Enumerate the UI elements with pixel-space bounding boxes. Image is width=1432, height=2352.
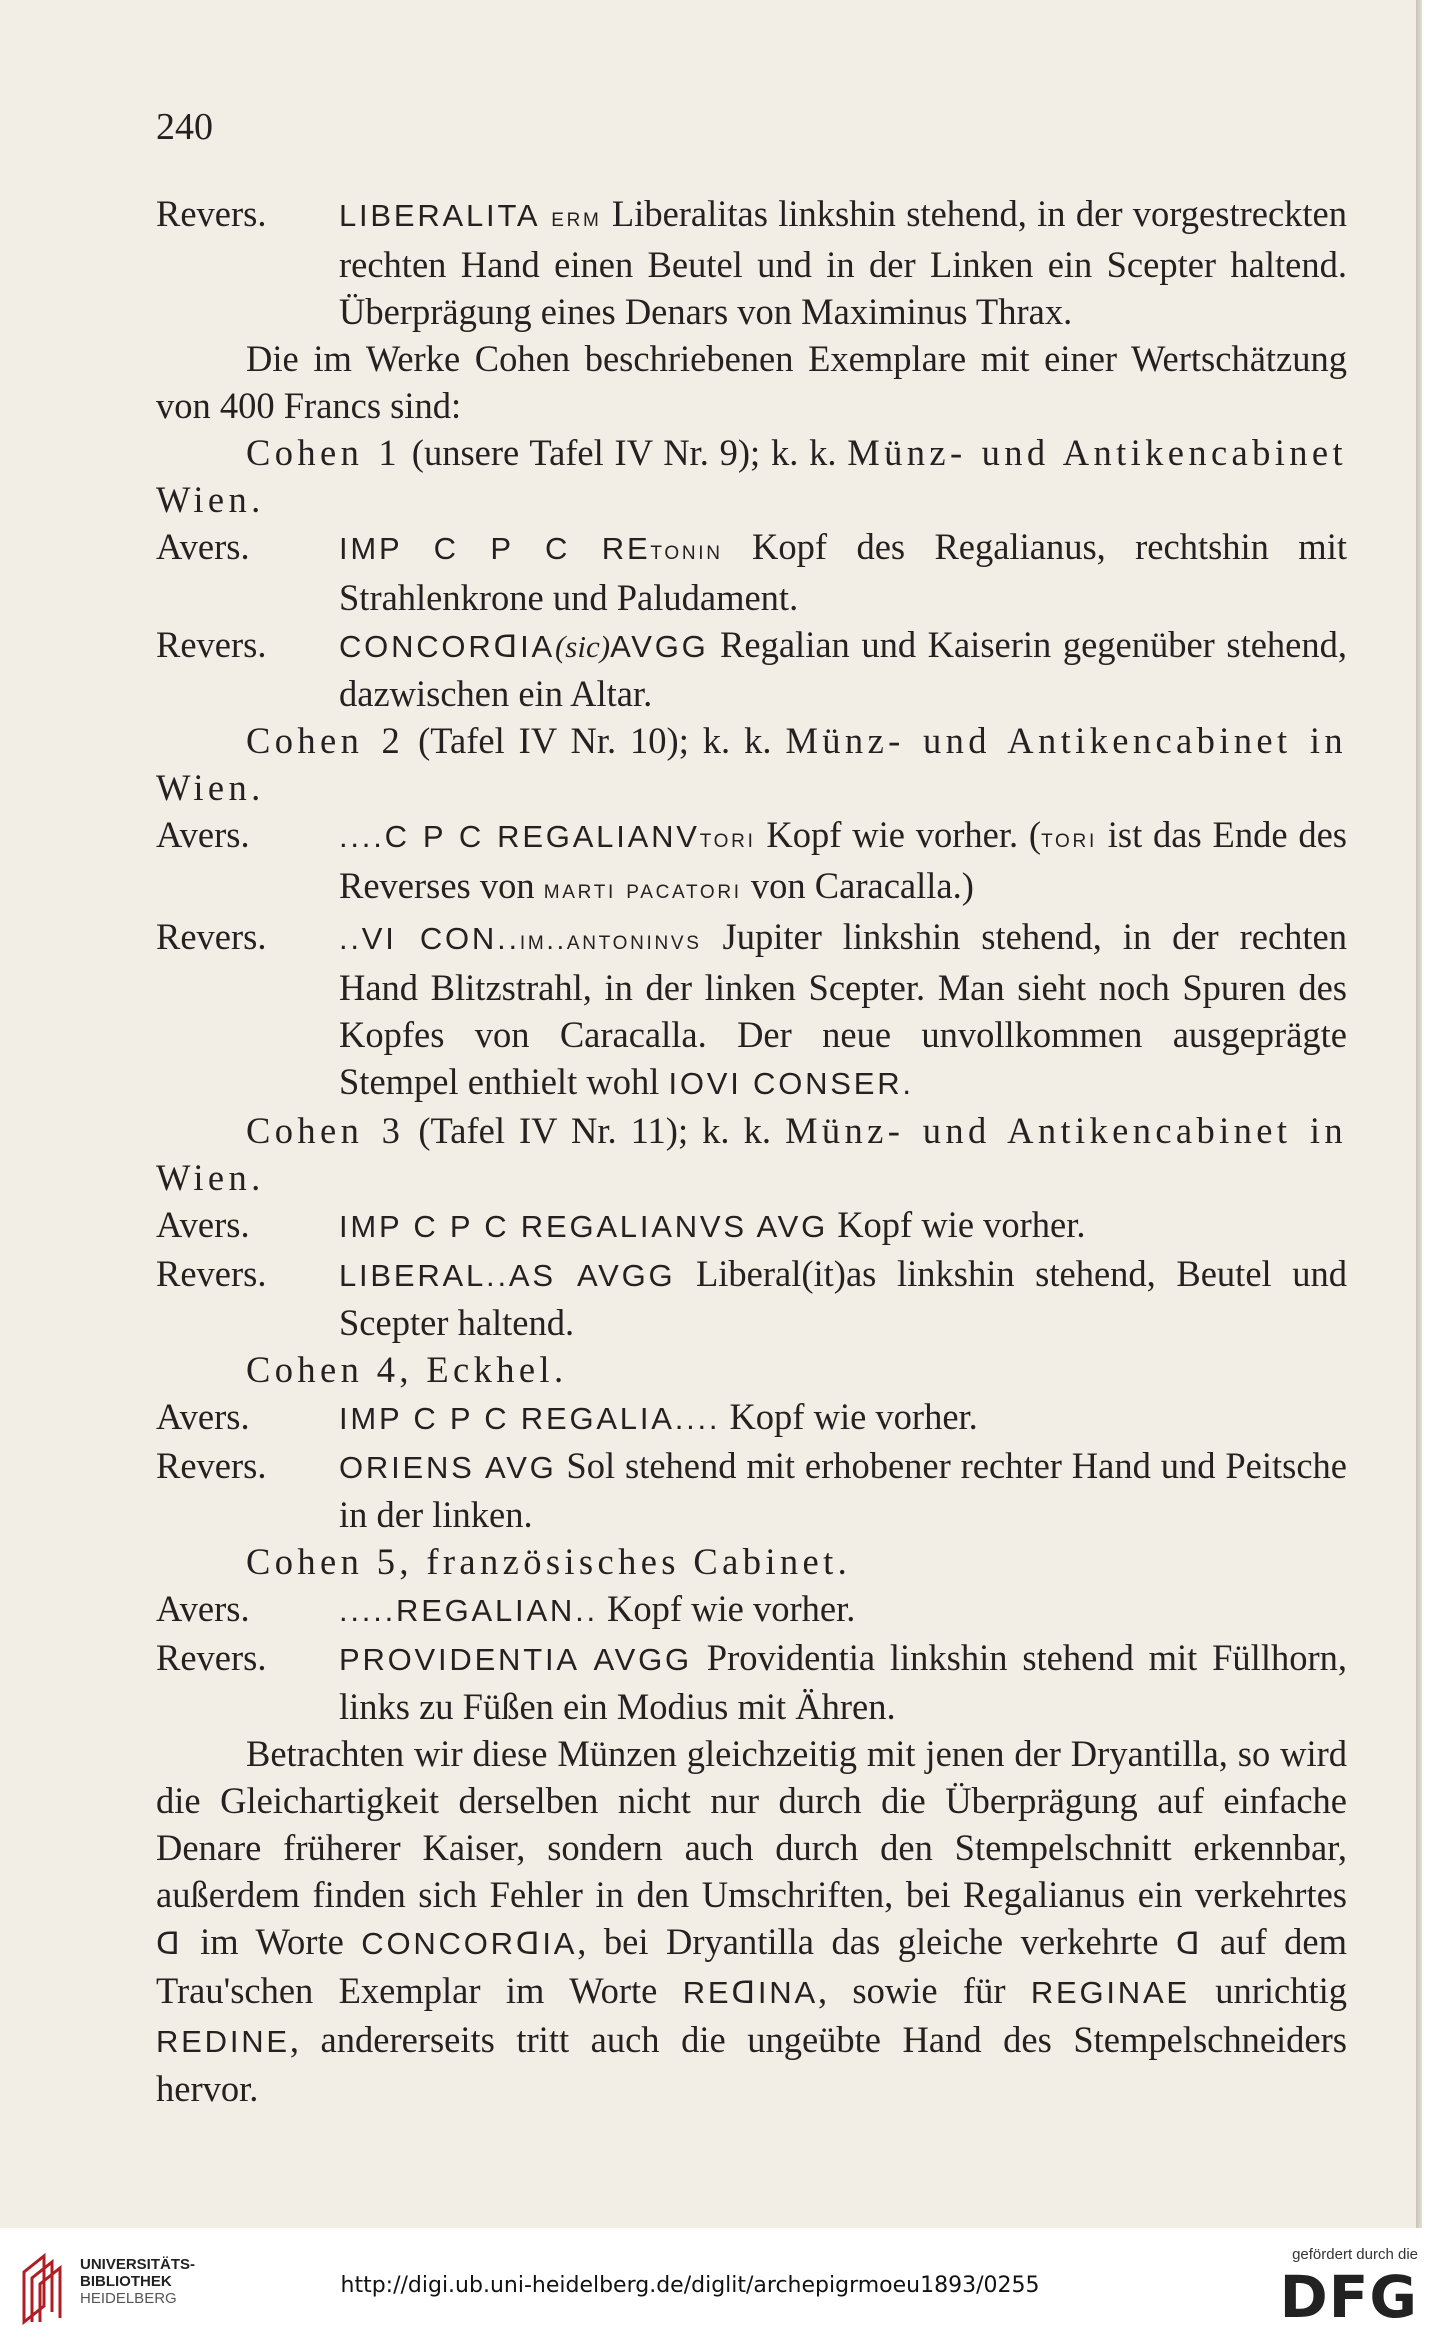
catalogue-ref: Cohen 3 bbox=[246, 1110, 405, 1151]
entry-label: Revers. bbox=[156, 1253, 267, 1294]
coin-description-entry bbox=[156, 1634, 1347, 1730]
coin-legend: erm bbox=[551, 202, 602, 232]
entry-label: Avers. bbox=[156, 526, 250, 567]
paragraph bbox=[156, 717, 1347, 811]
entry-text bbox=[339, 1250, 1347, 1346]
text-run: Liberal(it)as linkshin stehend, Beutel und Scepter haltend. bbox=[339, 1253, 1348, 1343]
entry-text bbox=[339, 621, 1347, 717]
catalogue-ref: Münz- und Antikencabinet in Wien. bbox=[156, 1110, 1347, 1198]
entry-label: Avers. bbox=[156, 814, 250, 855]
text-run: , andererseits tritt auch die ungeübte Hand des Stempelschneiders hervor. bbox=[156, 2019, 1347, 2109]
entry-label: Revers. bbox=[156, 624, 267, 665]
text-run: Providentia linkshin stehend mit Füllhorn, links zu Füßen ein Modius mit Ähren. bbox=[339, 1637, 1347, 1727]
text-run: (Tafel IV Nr. 11); k. k. bbox=[404, 1110, 786, 1151]
text-run: Kopf wie vorher. ( bbox=[755, 814, 1042, 855]
catalogue-ref: Cohen 5, französisches Cabinet. bbox=[246, 1541, 852, 1582]
text-run: unrichtig bbox=[1189, 1970, 1347, 2011]
coin-description-entry bbox=[156, 1393, 1347, 1442]
catalogue-ref: Cohen 4, Eckhel. bbox=[246, 1349, 568, 1390]
coin-description-entry bbox=[156, 1442, 1347, 1538]
entry-label: Revers. bbox=[156, 916, 267, 957]
entry-label: Revers. bbox=[156, 1445, 267, 1486]
library-name bbox=[80, 2256, 195, 2307]
coin-description-entry bbox=[156, 1250, 1347, 1346]
text-run: Jupiter linkshin stehend, in der rechten Hand Blitzstrahl, in der linken Scepter. Man sieht noch Spuren des Kopfes von Caracalla. Der neue unvollkommen ausgeprägte Stempel enthielt wohl bbox=[339, 916, 1347, 1102]
coin-legend: IMP C P C RE bbox=[339, 531, 651, 566]
paragraph bbox=[156, 1730, 1347, 2112]
entry-text bbox=[339, 1442, 1347, 1538]
library-logo-icon bbox=[14, 2250, 70, 2326]
entry-label: Revers. bbox=[156, 1637, 267, 1678]
entry-text bbox=[339, 1585, 1347, 1634]
text-run: (unsere Tafel IV Nr. 9); k. k. bbox=[401, 432, 848, 473]
catalogue-ref: Münz- und Antikencabinet Wien. bbox=[156, 432, 1347, 520]
paragraph bbox=[156, 1107, 1347, 1201]
catalogue-ref: Cohen 1 bbox=[246, 432, 401, 473]
permalink-url[interactable]: http://digi.ub.uni-heidelberg.de/diglit/archepigrmoeu1893/0255 bbox=[340, 2273, 1040, 2298]
coin-legend: IOVI CONSER. bbox=[668, 1066, 914, 1101]
coin-description-entry bbox=[156, 621, 1347, 717]
coin-legend: LIBERAL..AS AVGG bbox=[339, 1258, 676, 1293]
page-number: 240 bbox=[156, 106, 213, 148]
entry-label: Avers. bbox=[156, 1204, 250, 1245]
text-run: im Worte bbox=[182, 1921, 362, 1962]
text-run: Regalian und Kaiserin gegenüber stehend, dazwischen ein Altar. bbox=[339, 624, 1347, 714]
library-name-line-3: HEIDELBERG bbox=[80, 2290, 177, 2307]
entry-label: Avers. bbox=[156, 1396, 250, 1437]
text-run: Die im Werke Cohen beschriebenen Exemplare mit einer Wertschätzung von 400 Francs sind: bbox=[156, 338, 1347, 426]
catalogue-ref: Cohen 2 bbox=[246, 720, 405, 761]
paragraph bbox=[156, 1538, 1347, 1585]
text-run: Kopf des Regalianus, rechtshin mit Strahlenkrone und Paludament. bbox=[339, 526, 1347, 618]
coin-legend: IMP C P C REGALIANVS AVG bbox=[339, 1209, 829, 1244]
text-run: Kopf wie vorher. bbox=[597, 1588, 856, 1629]
coin-description-entry bbox=[156, 913, 1347, 1107]
text-run: Kopf wie vorher. bbox=[720, 1396, 978, 1437]
coin-legend: REGINAE bbox=[1030, 1975, 1190, 2010]
coin-legend: marti pacatori bbox=[543, 874, 742, 904]
coin-description-entry bbox=[156, 190, 1347, 335]
coin-legend: IMP C P C REGALIA.... bbox=[339, 1401, 721, 1436]
coin-legend: AVGG bbox=[610, 629, 709, 664]
text-run: von Caracalla.) bbox=[741, 865, 974, 906]
entry-text bbox=[339, 523, 1347, 621]
dfg-logo: DFG bbox=[1279, 2263, 1418, 2331]
coin-legend: CONCORᗡIA bbox=[361, 1926, 578, 1961]
paragraph bbox=[156, 1346, 1347, 1393]
page-edge-shadow bbox=[1416, 0, 1422, 2228]
text-run: ist das Ende des Reverses von bbox=[339, 814, 1347, 906]
coin-description-entry bbox=[156, 811, 1347, 913]
text-run: Liberalitas linkshin stehend, in der vorgestreckten rechten Hand einen Beutel und in der Linken ein Scepter haltend. Überprägung eines Denars von Maximinus Thrax. bbox=[339, 193, 1347, 332]
entry-text bbox=[339, 1201, 1347, 1250]
entry-text bbox=[339, 811, 1347, 913]
footer-bar bbox=[0, 2228, 1432, 2352]
text-run: , sowie für bbox=[817, 1970, 1031, 2011]
coin-description-entry bbox=[156, 1585, 1347, 1634]
library-name-line-1: UNIVERSITÄTS- bbox=[80, 2256, 196, 2273]
coin-legend: ORIENS AVG bbox=[339, 1450, 557, 1485]
page-body bbox=[156, 190, 1347, 2112]
text-run: (Tafel IV Nr. 10); k. k. bbox=[404, 720, 786, 761]
coin-legend: ᗡ bbox=[1175, 1926, 1203, 1961]
coin-description-entry bbox=[156, 1201, 1347, 1250]
funding-note: gefördert durch die bbox=[1292, 2246, 1418, 2263]
coin-legend: LIBERALITA bbox=[339, 198, 552, 233]
text-run: Sol stehend mit erhobener rechter Hand und Peitsche in der linken. bbox=[339, 1445, 1347, 1535]
coin-legend: ....C P C REGALIANV bbox=[339, 819, 700, 854]
text-run: , bei Dryantilla das gleiche verkehrte bbox=[577, 1921, 1176, 1962]
entry-text bbox=[339, 1393, 1347, 1442]
coin-legend: .....REGALIAN.. bbox=[339, 1593, 598, 1628]
text-run: (sic) bbox=[554, 629, 611, 664]
coin-legend: tonin bbox=[650, 535, 723, 565]
coin-legend: tori bbox=[699, 823, 756, 853]
coin-legend: tori bbox=[1041, 823, 1097, 853]
paragraph bbox=[156, 429, 1347, 523]
entry-label: Avers. bbox=[156, 1588, 250, 1629]
catalogue-ref: Münz- und Antikencabinet in Wien. bbox=[156, 720, 1347, 808]
entry-text bbox=[339, 190, 1347, 335]
coin-legend: im..antoninvs bbox=[519, 925, 702, 955]
entry-label: Revers. bbox=[156, 193, 267, 234]
text-run: Kopf wie vorher. bbox=[828, 1204, 1086, 1245]
coin-legend: ..VI CON.. bbox=[339, 921, 520, 956]
coin-legend: REDINE bbox=[156, 2024, 290, 2059]
coin-description-entry bbox=[156, 523, 1347, 621]
library-name-line-2: BIBLIOTHEK bbox=[80, 2273, 172, 2290]
text-run: auf dem Trau'schen Exemplar im Worte bbox=[156, 1921, 1347, 2011]
text-run: Betrachten wir diese Münzen gleichzeitig mit jenen der Dryantilla, so wird die Gleichartigkeit derselben nicht nur durch die Überprägung auf einfache Denare früherer Kaiser, sondern auch durch den Stempelschnitt erkennbar, außerdem finden sich Fehler in den Umschriften, bei Regalianus ein verkehrtes bbox=[156, 1733, 1347, 1915]
coin-legend: PROVIDENTIA AVGG bbox=[339, 1642, 692, 1677]
entry-text bbox=[339, 913, 1347, 1107]
entry-text bbox=[339, 1634, 1347, 1730]
coin-legend: REᗡINA bbox=[682, 1975, 818, 2010]
paragraph bbox=[156, 335, 1347, 429]
coin-legend: ᗡ bbox=[156, 1926, 183, 1961]
coin-legend: CONCORᗡIA bbox=[339, 629, 555, 664]
